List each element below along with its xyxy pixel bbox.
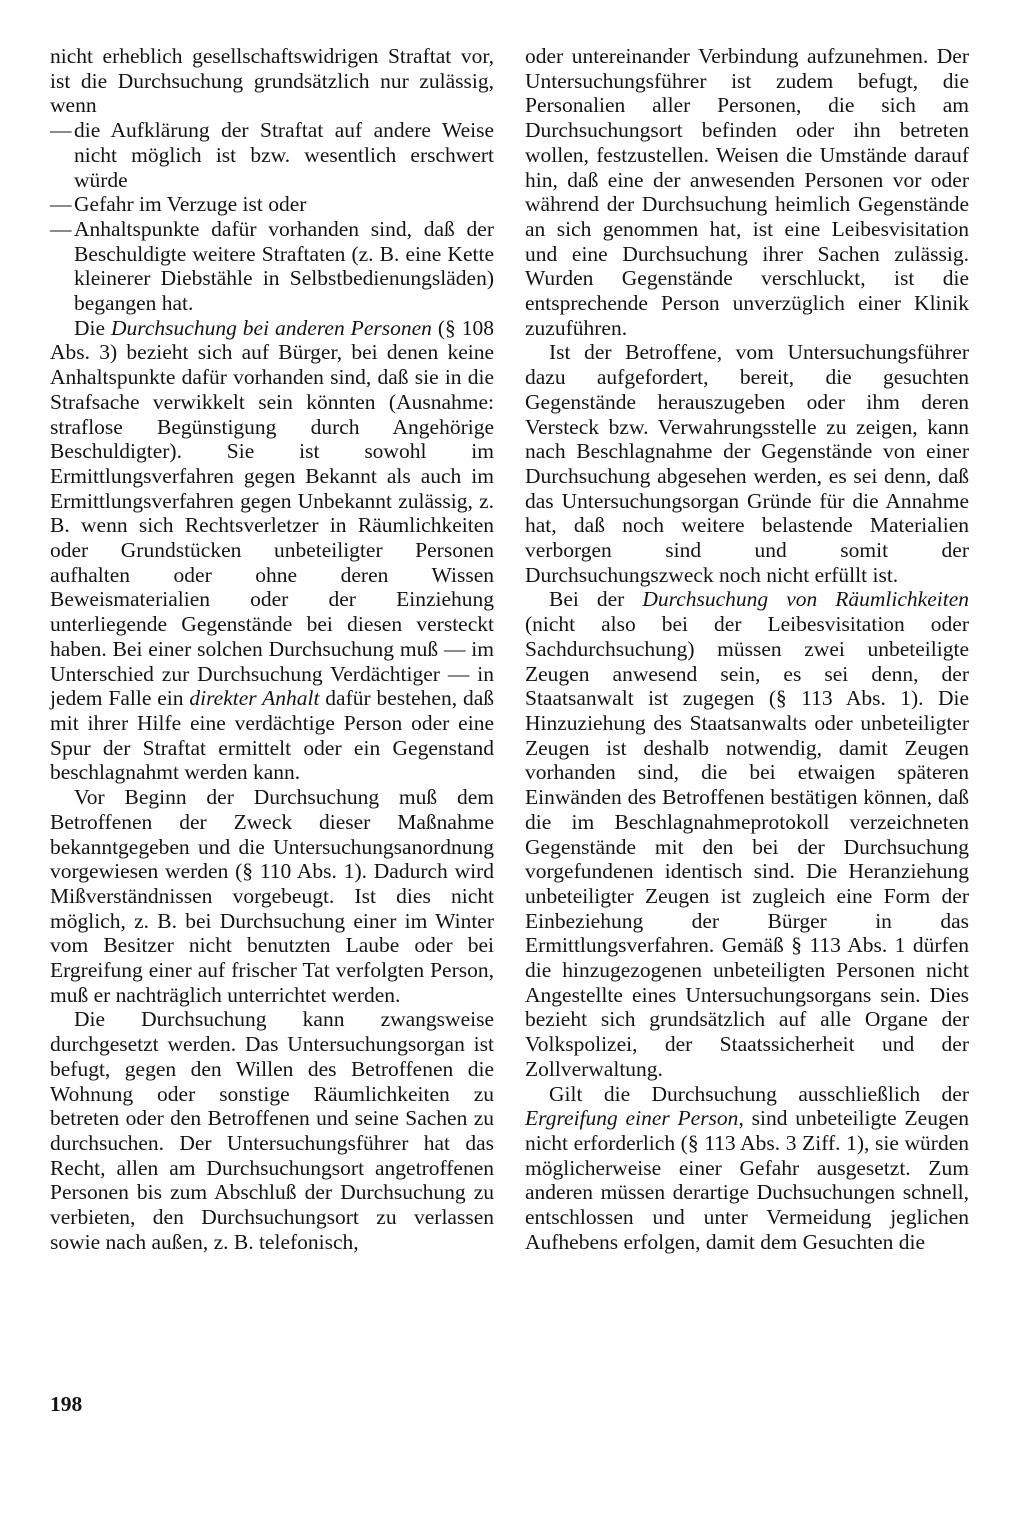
text-run: Bei der	[549, 587, 643, 612]
list-item	[50, 217, 494, 316]
italic-term: Durchsuchung von Räumlichkeiten	[642, 587, 969, 612]
text-run: , sind unbeteiligte Zeugen nicht erforderlich (§ 113 Abs. 3 Ziff. 1), sie würden möglicherweise einer Gefahr ausgesetzt. Zum anderen müssen derartige Duchsuchungen schnell, entschlossen und unter Vermeidung jeglichen Aufhebens erfolgen, damit dem Gesuchten die	[525, 1106, 969, 1254]
list-item-text: Gefahr im Verzuge ist oder	[74, 192, 307, 217]
paragraph-enforcement: Die Durchsuchung kann zwangsweise durchgesetzt werden. Das Untersuchungsorgan ist befugt, gegen den Willen des Betroffenen die Wohnung oder sonstige Räumlichkeiten zu betreten oder den Betroffenen und seine Sachen zu durchsuchen. Der Untersuchungsführer hat das Recht, allen am Durchsuchungsort angetroffenen Personen bis zum Abschluß der Durchsuchung zu verbieten, den Durchsuchungsort zu verlassen sowie nach außen, z. B. telefonisch,	[50, 1007, 494, 1254]
text-run: Die	[74, 315, 112, 340]
paragraph-other-persons	[50, 316, 494, 785]
paragraph-before-search: Vor Beginn der Durchsuchung muß dem Betroffenen der Zweck dieser Maßnahme bekanntgegeben und die Untersuchungsanordnung vorgewiesen werden (§ 110 Abs. 1). Dadurch wird Mißverständnissen vorgebeugt. Ist dies nicht möglich, z. B. bei Durchsuchung einer im Winter vom Besitzer nicht benutzten Laube oder bei Ergreifung einer auf frischer Tat verfolgten Person, muß er nachträglich unterrichtet werden.	[50, 785, 494, 1007]
paragraph-continuation: oder untereinander Verbindung aufzunehmen. Der Untersuchungsführer ist zudem befugt, die Personalien aller Personen, die sich am Durchsuchungsort befinden oder ihn betreten wollen, festzustellen. Weisen die Umstände darauf hin, daß eine der anwesenden Personen vor oder während der Durchsuchung heimlich Gegenstände an sich genommen hat, ist eine Leibesvisitation und eine Durchsuchung ihrer Sachen zulässig. Wurden Gegenstände verschluckt, ist die entsprechende Person unverzüglich einer Klinik zuzuführen.	[525, 44, 969, 340]
text-run: dafür bestehen, daß mit ihrer Hilfe eine verdächtige Person oder eine Spur der Straftat ermittelt oder ein Gegenstand beschlagnahmt werden kann.	[50, 686, 494, 785]
condition-list	[50, 118, 494, 316]
paragraph-surrender: Ist der Betroffene, vom Untersuchungsführer dazu aufgefordert, bereit, die gesuchten Gegenstände herauszugeben oder ihm deren Versteck bzw. Verwahrungsstelle zu zeigen, kann nach Beschlagnahme der Gegenstände von einer Durchsuchung abgesehen werden, es sei denn, daß das Untersuchungsorgan Gründe für die Annahme hat, daß noch weitere belastende Materialien verborgen sind und somit der Durchsuchungszweck noch nicht erfüllt ist.	[525, 340, 969, 587]
text-run: (nicht also bei der Leibesvisitation oder Sachdurchsuchung) müssen zwei unbeteiligte Zeugen anwesend sein, es sei denn, der Staatsanwalt ist zugegen (§ 113 Abs. 1). Die Hinzuziehung des Staatsanwalts oder unbeteiligter Zeugen ist deshalb notwendig, damit Zeugen vorhanden sind, die bei etwaigen späteren Einwänden des Betroffenen bestätigen können, daß die im Beschlagnahmeprotokoll verzeichneten Gegenstände mit den bei der Durchsuchung vorgefundenen identisch sind. Die Heranziehung unbeteiligter Zeugen ist zugleich eine Form der Einbeziehung der Bürger in das Ermittlungsverfahren. Gemäß § 113 Abs. 1 dürfen die hinzugezogenen unbeteiligten Personen nicht Angestellte eines Untersuchungsorgans sein. Dies bezieht sich grundsätzlich auf alle Organe der Volkspolizei, der Staatssicherheit und der Zollverwaltung.	[525, 612, 969, 1081]
list-item-text: Anhaltspunkte dafür vorhanden sind, daß der Beschuldigte weitere Straftaten (z. B. eine Kette kleinerer Diebstähle in Selbstbedienungsläden) begangen hat.	[74, 216, 494, 316]
text-run: Gilt die Durchsuchung ausschließlich der	[549, 1081, 969, 1106]
dash-bullet: —	[50, 216, 72, 241]
paragraph-continuation: nicht erheblich gesellschaftswidrigen Straftat vor, ist die Durchsuchung grundsätzlich nur zulässig, wenn	[50, 44, 494, 118]
italic-term: Ergreifung einer Person	[525, 1106, 739, 1131]
list-item-text: die Aufklärung der Straftat auf andere Weise nicht möglich ist bzw. wesentlich erschwert würde	[74, 118, 494, 192]
paragraph-premises-search	[525, 587, 969, 1081]
text-run: (§ 108 Abs. 3) bezieht sich auf Bürger, bei denen keine Anhaltspunkte dafür vorhanden sind, daß sie in die Strafsache verwikkelt sein könnten (Ausnahme: straflose Begünstigung durch Angehörige Beschuldigter). Sie ist sowohl im Ermittlungsverfahren gegen Bekannt als auch im Ermittlungsverfahren gegen Unbekannt zulässig, z. B. wenn sich Rechtsverletzer in Räumlichkeiten oder Grundstücken unbeteiligter Personen aufhalten oder ohne deren Wissen Beweismaterialien oder der Einziehung unterliegende Gegenstände bei diesen versteckt haben. Bei einer solchen Durchsuchung muß — im Unterschied zur Durchsuchung Verdächtiger — in jedem Falle ein	[50, 315, 495, 711]
page-number: 198	[50, 1392, 83, 1416]
dash-bullet: —	[50, 192, 72, 217]
paragraph-arrest	[525, 1082, 969, 1255]
dash-bullet: —	[50, 118, 72, 143]
list-item	[50, 192, 494, 217]
list-item	[50, 118, 494, 192]
right-column	[525, 44, 969, 1254]
left-column	[50, 44, 494, 1254]
italic-term: Durchsuchung bei anderen Personen	[111, 315, 432, 340]
italic-term: direkter Anhalt	[189, 686, 320, 711]
